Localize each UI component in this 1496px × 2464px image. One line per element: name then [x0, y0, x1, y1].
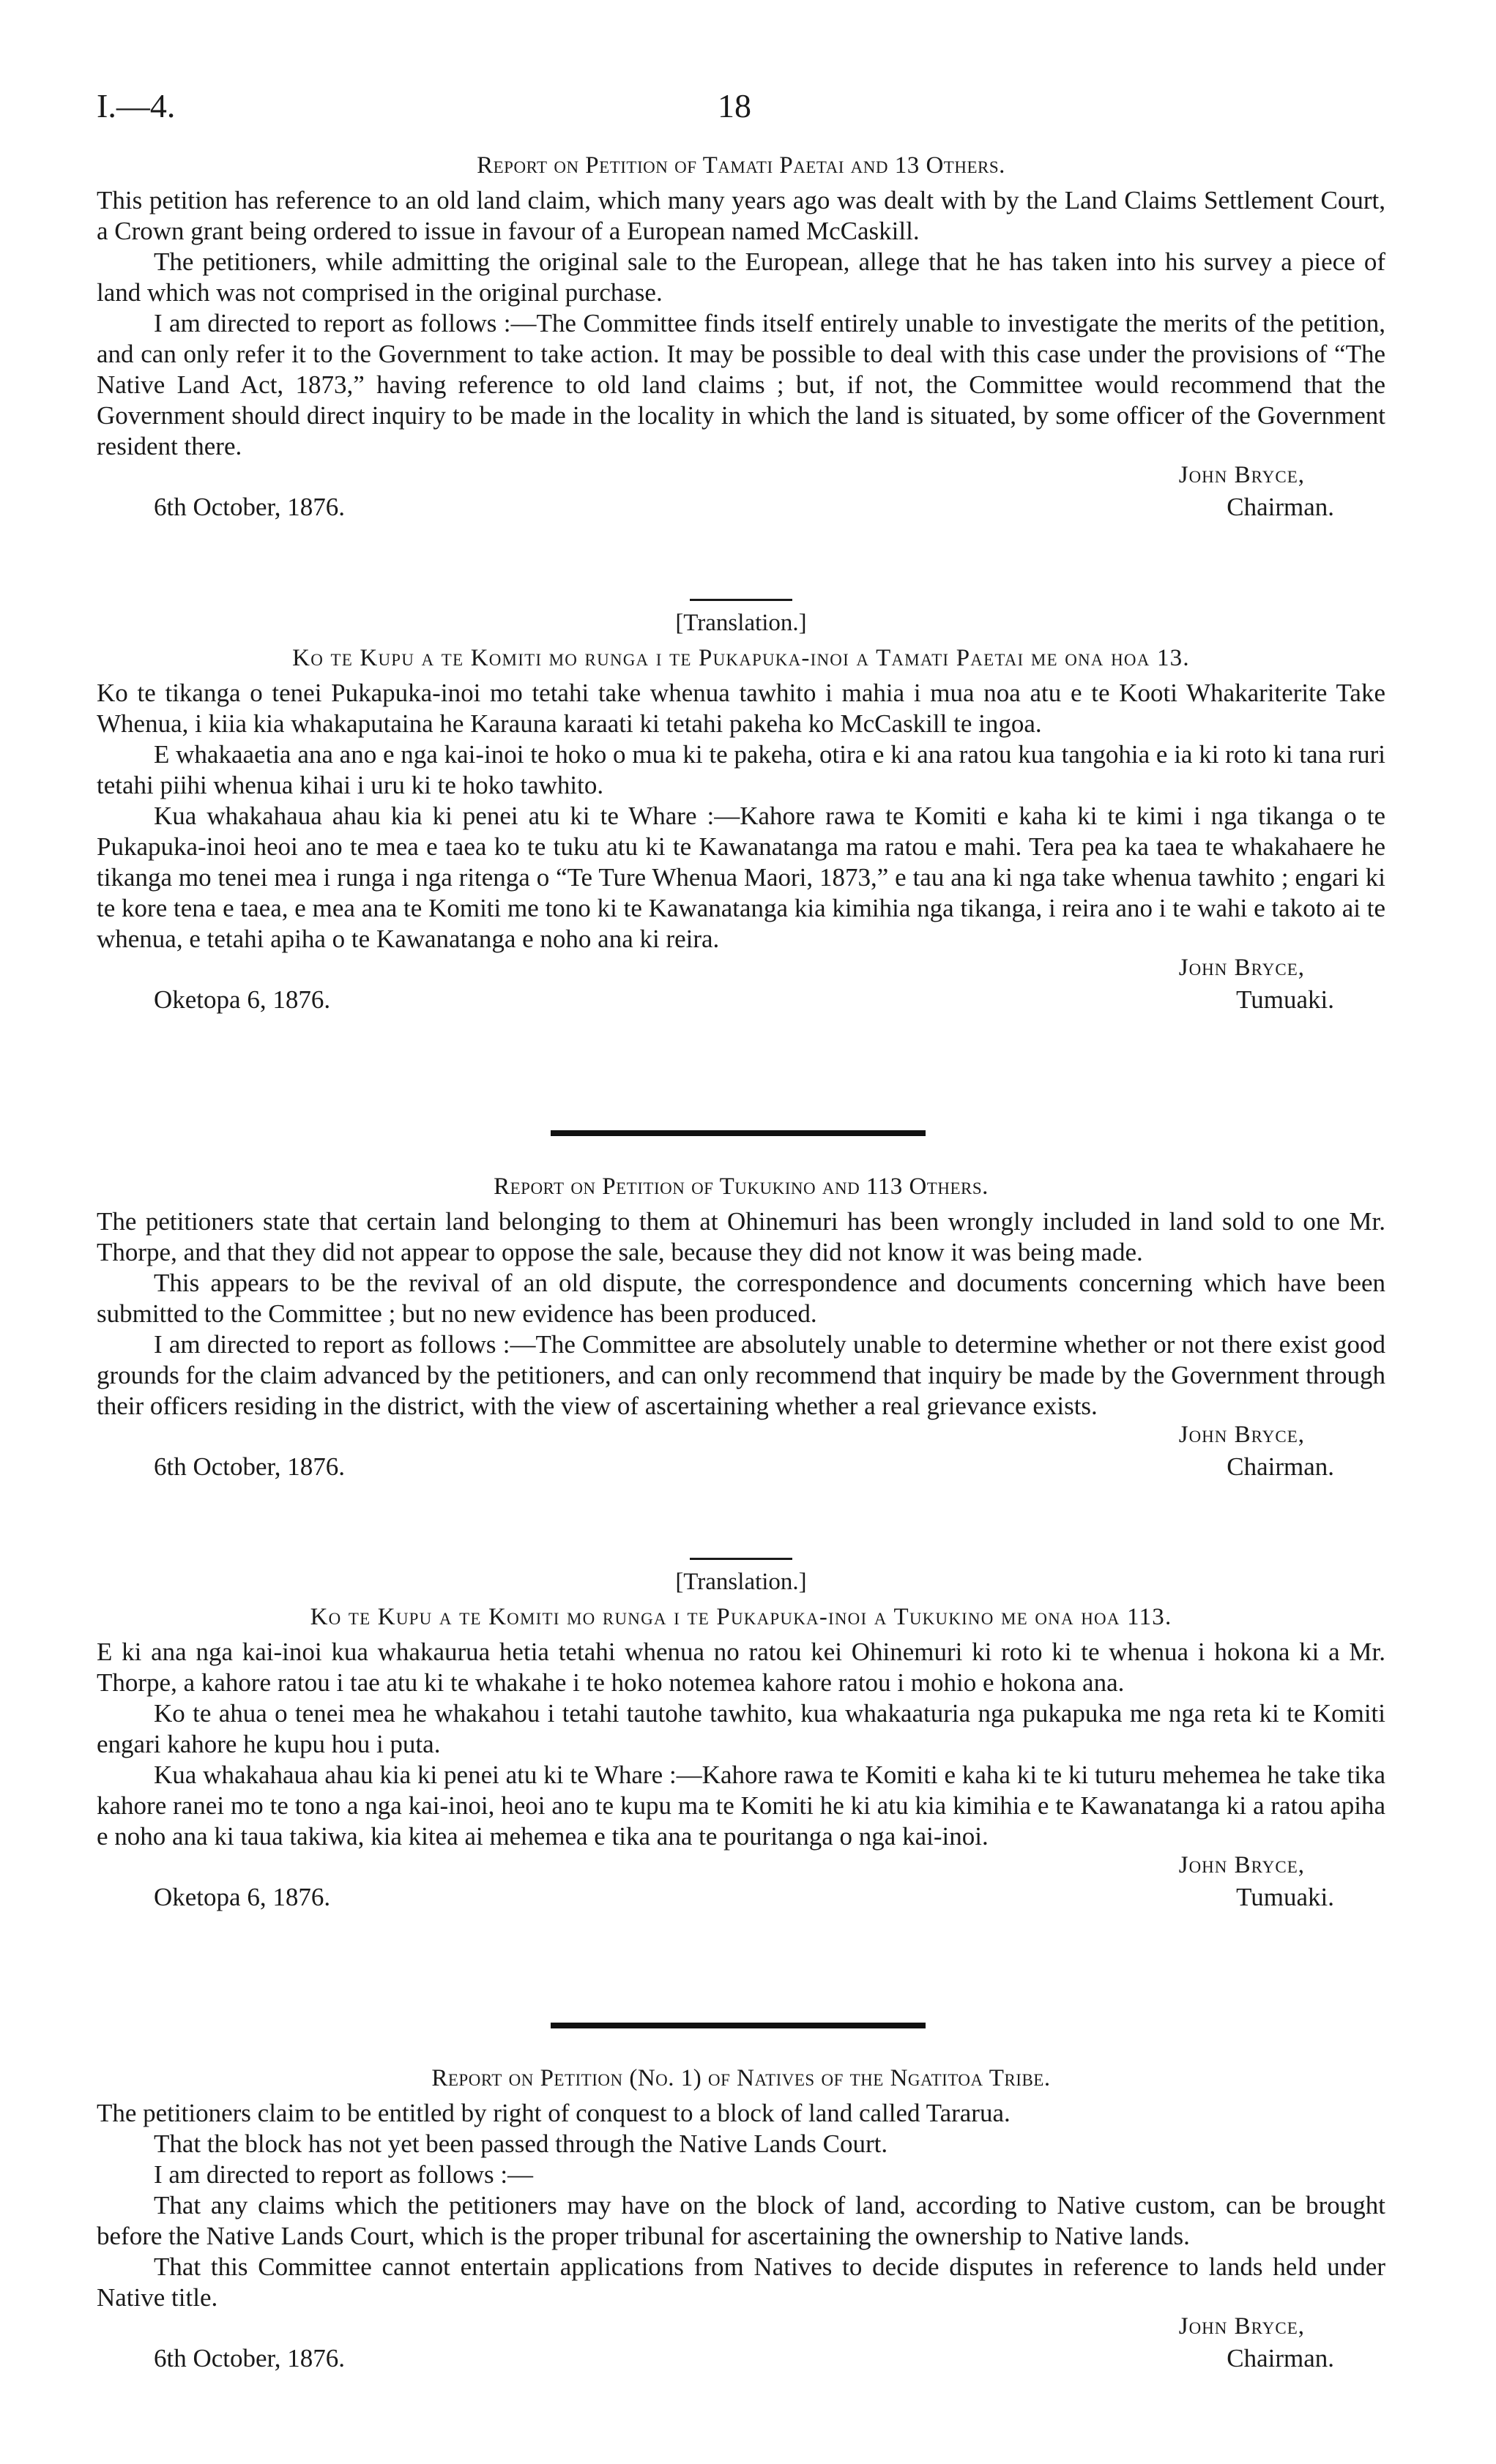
divider [690, 1558, 792, 1560]
paragraph: That any claims which the petitioners may have on the block of land, according to Native custom, can be brought before the Native Lands Court, which is the proper tribunal for ascertaining the ownership to Native lands. [97, 2191, 1385, 2250]
signature-block [97, 462, 1385, 523]
signature-block [97, 955, 1385, 1016]
paragraph: Ko te ahua o tenei mea he whakahou i tetahi tautohe tawhito, kua whakaaturia nga pukapuka me nga reta ki te Komiti engari kahore he kupu hou i puta. [97, 1699, 1385, 1758]
paragraph: E ki ana nga kai-inoi kua whakaurua hetia tetahi whenua no ratou kei Ohinemuri ki roto ki te whenua i hokona ki a Mr. Thorpe, a kahore ratou i tae atu ki te whakahe i te hoko notemea kahore ratou i mohio e hokona ana. [97, 1638, 1385, 1697]
signature-date: 6th October, 1876. [154, 493, 346, 521]
signatory-role: Chairman. [1227, 1452, 1334, 1481]
signature-block [97, 1852, 1385, 1914]
section-title: Ko te Kupu a te Komiti mo runga i te Pukapuka-inoi a Tukukino me ona hoa 113. [310, 1604, 1172, 1630]
paragraph: Kua whakahaua ahau kia ki penei atu ki te Whare :—Kahore rawa te Komiti e kaha ki te ki tuturu mehemea he take tika kahore ranei mo te tono a nga kai-inoi, heoi ano te kupu ma te Komiti he ki atu kia kimihia e te Kawanatanga ki a ratou apiha e noho ana ki taua takiwa, kia kitea ai mehemea e tika ana te pouritanga o nga kai-inoi. [97, 1761, 1385, 1851]
page-number: 18 [718, 87, 751, 124]
signatory-name: John Bryce, [1178, 955, 1305, 981]
signatory-name: John Bryce, [1178, 462, 1305, 488]
signature-date: Oketopa 6, 1876. [154, 985, 331, 1014]
paragraph: This appears to be the revival of an old dispute, the correspondence and documents concerning which have been submitted to the Committee ; but no new evidence has been produced. [97, 1269, 1385, 1328]
signatory-role: Chairman. [1227, 493, 1334, 521]
signature-block [97, 1422, 1385, 1483]
section-title: Report on Petition of Tamati Paetai and 13 Others. [477, 152, 1005, 179]
signature-block [97, 2313, 1385, 2375]
paragraph: The petitioners, while admitting the original sale to the European, allege that he has taken into his survey a piece of land which was not comprised in the original purchase. [97, 247, 1385, 307]
section-title: Report on Petition of Tukukino and 113 Others. [494, 1173, 989, 1200]
signatory-name: John Bryce, [1178, 1422, 1305, 1448]
paragraph: E whakaaetia ana ano e nga kai-inoi te hoko o mua ki te pakeha, otira e ki ana ratou kua tangohia e ia ki roto ki tana ruri tetahi piihi whenua kihai i uru ki te hoko tawhito. [97, 740, 1385, 799]
paragraph: I am directed to report as follows :— [154, 2160, 534, 2189]
document-reference: I.—4. [97, 87, 176, 124]
paragraph: That the block has not yet been passed through the Native Lands Court. [154, 2129, 888, 2158]
section-divider [551, 1130, 926, 1136]
paragraph: The petitioners claim to be entitled by right of conquest to a block of land called Tararua. [97, 2099, 1011, 2127]
signatory-role: Chairman. [1227, 2344, 1334, 2372]
translation-label: [Translation.] [675, 1569, 807, 1595]
section-divider [551, 2023, 926, 2028]
paragraph: Kua whakahaua ahau kia ki penei atu ki te Whare :—Kahore rawa te Komiti e kaha ki te kimi i nga tikanga o te Pukapuka-inoi heoi ano te mea e taea ko te tuku atu ki te Kawanatanga ma ratou e mahi. Tera pea ka taea te whakahaere he tikanga mo tenei mea i runga i nga ritenga o “Te Ture Whenua Maori, 1873,” e tau ana ki nga take whenua tawhito ; engari ki te kore tena e taea, e mea ana te Komiti me tono ki te Kawanatanga kia kimihia nga tikanga, i reira ano i te wahi e takoto ai te whenua, e tetahi apiha o te Kawanatanga e noho ana ki reira. [97, 802, 1385, 953]
section-title: Ko te Kupu a te Komiti mo runga i te Pukapuka-inoi a Tamati Paetai me ona hoa 13. [292, 645, 1190, 671]
paragraph: I am directed to report as follows :—The Committee finds itself entirely unable to investigate the merits of the petition, and can only refer it to the Government to take action. It may be possible to deal with this case under the provisions of “The Native Land Act, 1873,” having reference to old land claims ; but, if not, the Committee would recommend that the Government should direct inquiry to be made in the locality in which the land is situated, by some officer of the Government resident there. [97, 309, 1385, 460]
report-tukukino [97, 1171, 1385, 1483]
report-ngatitoa [97, 2063, 1385, 2375]
translation-tukukino [97, 1558, 1385, 1914]
paragraph: The petitioners state that certain land belonging to them at Ohinemuri has been wrongly included in land sold to one Mr. Thorpe, and that they did not appear to oppose the sale, because they did not know it was being made. [97, 1207, 1385, 1266]
report-tamati-paetai [97, 150, 1385, 523]
paragraph: That this Committee cannot entertain applications from Natives to decide disputes in reference to lands held under Native title. [97, 2252, 1385, 2312]
signatory-name: John Bryce, [1178, 2313, 1305, 2340]
signatory-name: John Bryce, [1178, 1852, 1305, 1878]
translation-tamati-paetai [97, 599, 1385, 1016]
paragraph: This petition has reference to an old land claim, which many years ago was dealt with by the Land Claims Settlement Court, a Crown grant being ordered to issue in favour of a European named McCaskill. [97, 186, 1385, 245]
divider [690, 599, 792, 601]
paragraph: I am directed to report as follows :—The Committee are absolutely unable to determine whether or not there exist good grounds for the claim advanced by the petitioners, and can only recommend that inquiry be made by the Government through their officers residing in the district, with the view of ascertaining whether a real grievance exists. [97, 1330, 1385, 1420]
signature-date: Oketopa 6, 1876. [154, 1883, 331, 1911]
signatory-role: Tumuaki. [1236, 985, 1334, 1014]
signature-date: 6th October, 1876. [154, 2344, 346, 2372]
translation-label: [Translation.] [675, 610, 807, 636]
section-title: Report on Petition (No. 1) of Natives of the Ngatitoa Tribe. [431, 2065, 1051, 2091]
signatory-role: Tumuaki. [1236, 1883, 1334, 1911]
paragraph: Ko te tikanga o tenei Pukapuka-inoi mo tetahi take whenua tawhito i mahia i mua noa atu e te Kooti Whakariterite Take Whenua, i kiia kia whakaputaina he Karauna karaati ki tetahi pakeha ko McCaskill te ingoa. [97, 679, 1385, 738]
signature-date: 6th October, 1876. [154, 1452, 346, 1481]
